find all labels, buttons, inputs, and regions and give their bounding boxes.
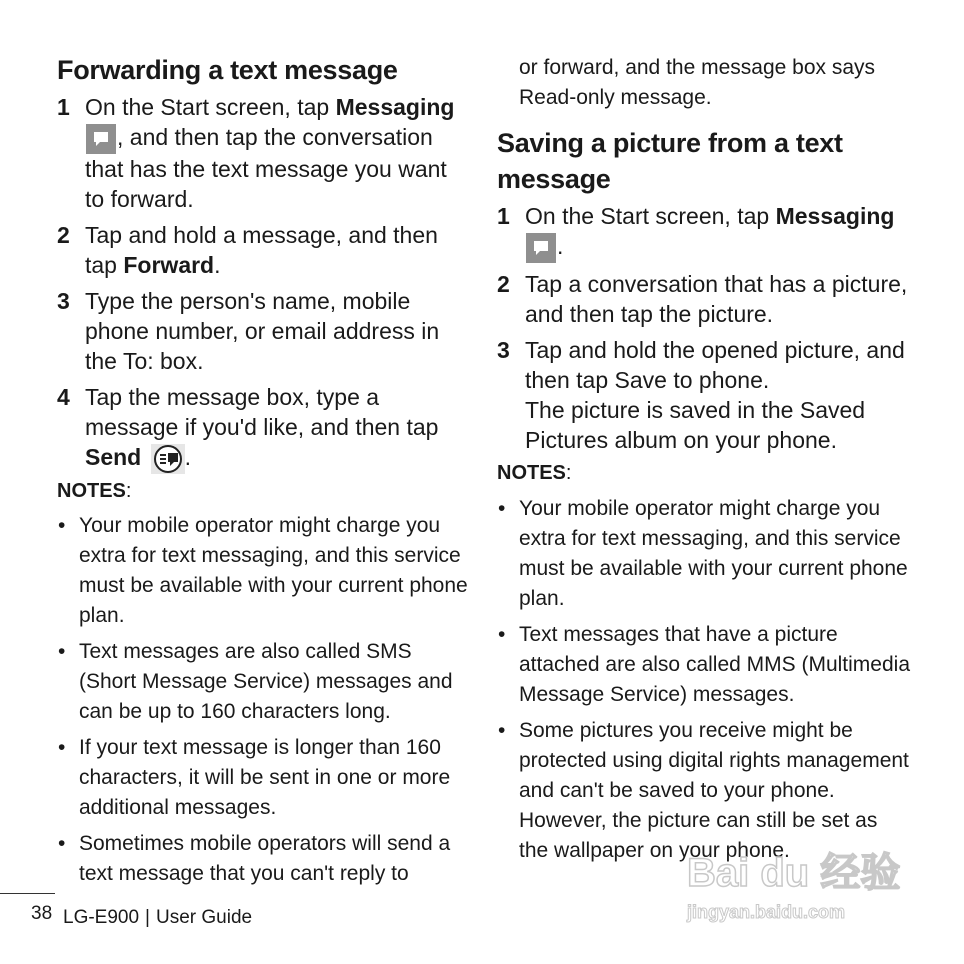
- list-item: • If your text message is longer than 160 characters, it will be sent in one or more additional messages.: [58, 736, 451, 819]
- step-text: The picture is saved in the Saved Pictures album on your phone.: [525, 396, 866, 453]
- step-text: On the Start screen, tap: [525, 203, 776, 229]
- step-number: 3: [497, 336, 510, 363]
- saving-steps: [497, 201, 911, 455]
- continuation-text: or forward, and the message box says Read-only message.: [519, 56, 876, 109]
- step-text: Tap the message box, type a message if you'd like, and then tap: [85, 383, 439, 440]
- step-number: 3: [57, 287, 70, 314]
- footer-rule: [0, 893, 55, 894]
- notes-list: [497, 494, 911, 866]
- list-item: • Text messages that have a picture attached are also called MMS (Multimedia Message Service) messages.: [498, 623, 911, 706]
- step-text: .: [184, 443, 192, 470]
- step-text: Tap and hold a message, and then tap: [85, 221, 438, 278]
- step-item: [497, 201, 911, 263]
- list-item: • Some pictures you receive might be protected using digital rights management and can't be saved to your phone. However, the picture can still be set as the wallpaper on your phone.: [498, 719, 909, 862]
- watermark-url: jingyan.baidu.com: [687, 902, 846, 922]
- notes-label: NOTES:: [57, 480, 132, 502]
- step-text: On the Start screen, tap: [85, 94, 336, 120]
- step-text: Tap and hold the opened picture, and then tap Save to phone.: [525, 336, 905, 393]
- guide-label: User Guide: [155, 907, 253, 928]
- list-item: • Text messages are also called SMS (Short Message Service) messages and can be up to 160 characters long.: [58, 640, 453, 723]
- step-bold-text: Forward: [123, 251, 215, 278]
- step-bold-text: Messaging: [775, 203, 895, 229]
- watermark-brand: Bai du 经验: [687, 851, 901, 895]
- step-item: [57, 382, 469, 474]
- list-item: • Your mobile operator might charge you extra for text messaging, and this service must be available with your current phone plan.: [58, 514, 468, 627]
- step-text: .: [557, 233, 564, 259]
- messaging-icon: [526, 233, 556, 263]
- baidu-watermark-logo: [685, 846, 910, 926]
- footer-text: [63, 906, 252, 930]
- step-item: [57, 220, 469, 280]
- step-number: 4: [57, 383, 70, 410]
- messaging-icon: [86, 124, 116, 154]
- list-item: • Your mobile operator might charge you extra for text messaging, and this service must be available with your current phone plan.: [498, 497, 908, 610]
- step-text: , and then tap the conversation that has the text message you want to forward.: [85, 124, 447, 212]
- send-icon: [151, 444, 185, 474]
- step-bold-text: Send: [85, 443, 142, 470]
- step-text: Tap a conversation that has a picture, and then tap the picture.: [525, 270, 908, 327]
- step-item: [497, 335, 911, 455]
- page-number: 38: [31, 903, 53, 924]
- step-item: [497, 269, 911, 329]
- model-name: LG-E900: [63, 907, 140, 928]
- step-number: 2: [497, 270, 510, 297]
- section-title-forwarding: Forwarding a text message: [57, 55, 398, 85]
- notes-label: NOTES:: [497, 462, 572, 484]
- step-item: [57, 92, 469, 214]
- list-item: • Sometimes mobile operators will send a text message that you can't reply to: [58, 832, 451, 885]
- section-title-saving: Saving a picture from a text message: [497, 128, 843, 194]
- step-item: [57, 286, 469, 376]
- forwarding-steps: [57, 92, 469, 474]
- step-bold-text: Messaging: [335, 94, 455, 120]
- step-text: .: [214, 251, 221, 278]
- notes-list: [57, 511, 469, 889]
- step-text: Type the person's name, mobile phone number, or email address in the To: box.: [85, 287, 440, 374]
- footer-separator: |: [145, 907, 150, 928]
- step-number: 1: [497, 203, 510, 229]
- step-number: 2: [57, 221, 70, 248]
- step-number: 1: [57, 94, 70, 120]
